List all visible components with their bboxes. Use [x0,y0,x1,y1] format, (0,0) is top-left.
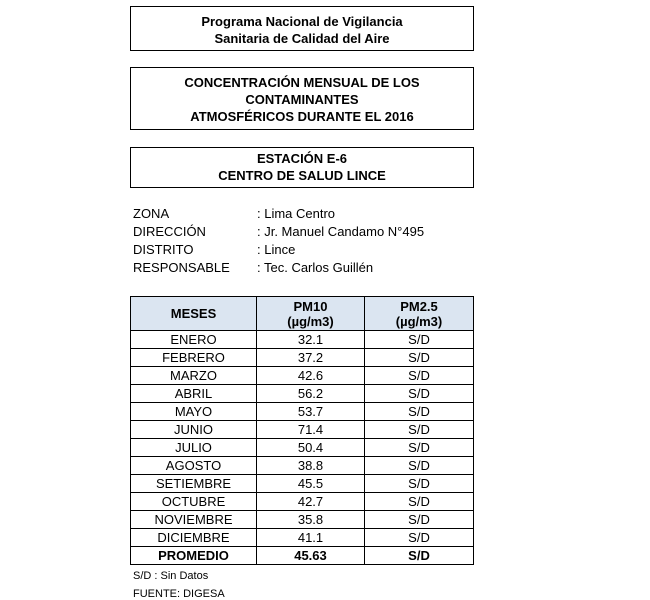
document-title-box [130,67,474,130]
pm25-cell: S/D [365,385,474,403]
pm10-cell: 71.4 [257,421,365,439]
pm25-cell: S/D [365,331,474,349]
pm25-cell: S/D [365,457,474,475]
document-title-line3: ATMOSFÉRICOS DURANTE EL 2016 [190,109,414,124]
footnote-sd: S/D : Sin Datos [133,570,209,582]
pm10-cell: 32.1 [257,331,365,349]
pm25-cell: S/D [365,475,474,493]
pm25-cell: S/D [365,511,474,529]
pm10-cell: 38.8 [257,457,365,475]
station-name: CENTRO DE SALUD LINCE [218,168,386,183]
average-row [131,547,474,565]
table-row [131,385,474,403]
program-header-box [130,6,474,51]
table-row [131,331,474,349]
monthly-concentration-table [130,296,474,565]
pm25-cell: S/D [365,403,474,421]
month-cell: NOVIEMBRE [131,511,257,529]
pm25-cell: S/D [365,529,474,547]
table-body [131,331,474,547]
table-row [131,367,474,385]
pm10-cell: 45.5 [257,475,365,493]
station-code: ESTACIÓN E-6 [256,151,348,166]
month-cell: ABRIL [131,385,257,403]
pm10-cell: 53.7 [257,403,365,421]
document-title-line1: CONCENTRACIÓN MENSUAL DE LOS [184,75,420,90]
pm10-unit: (µg/m3) [287,313,334,329]
pm10-cell: 56.2 [257,385,365,403]
pm25-cell: S/D [365,349,474,367]
document-title-line2: CONTAMINANTES [245,92,359,107]
pm10-cell: 37.2 [257,349,365,367]
pm25-cell: S/D [365,421,474,439]
month-cell: AGOSTO [131,457,257,475]
pm25-cell: S/D [365,367,474,385]
info-value: : Tec. Carlos Guillén [257,260,374,275]
month-cell: JULIO [131,439,257,457]
table-row [131,529,474,547]
average-pm25: S/D [365,547,474,565]
month-cell: MAYO [131,403,257,421]
table-row [131,511,474,529]
column-header-pm25 [365,297,474,331]
average-pm10: 45.63 [257,547,365,565]
month-cell: JUNIO [131,421,257,439]
month-cell: DICIEMBRE [131,529,257,547]
table-row [131,349,474,367]
column-header-meses: MESES [131,297,257,331]
table-row [131,421,474,439]
month-cell: OCTUBRE [131,493,257,511]
pm10-label: PM10 [293,298,328,314]
table-row [131,493,474,511]
pm25-cell: S/D [365,439,474,457]
program-title-line1: Programa Nacional de Vigilancia [201,14,403,29]
info-label: ZONA [133,206,170,221]
info-label: RESPONSABLE [133,260,230,275]
month-cell: ENERO [131,331,257,349]
pm25-label: PM2.5 [400,298,438,314]
table-header-row [131,297,474,331]
pm10-cell: 50.4 [257,439,365,457]
info-value: : Lince [257,242,296,257]
info-label: DIRECCIÓN [133,224,206,239]
month-cell: MARZO [131,367,257,385]
pm25-cell: S/D [365,493,474,511]
table-row [131,403,474,421]
month-cell: FEBRERO [131,349,257,367]
pm10-cell: 41.1 [257,529,365,547]
program-title-line2: Sanitaria de Calidad del Aire [214,31,390,46]
footnote-source: FUENTE: DIGESA [133,588,225,600]
pm10-cell: 35.8 [257,511,365,529]
pm25-unit: (µg/m3) [395,313,443,329]
pm10-cell: 42.7 [257,493,365,511]
info-label: DISTRITO [133,242,194,257]
month-cell: SETIEMBRE [131,475,257,493]
table-row [131,475,474,493]
average-label: PROMEDIO [131,547,257,565]
info-value: : Lima Centro [257,206,336,221]
station-box [130,147,474,188]
table-row [131,457,474,475]
table-row [131,439,474,457]
info-value: : Jr. Manuel Candamo N°495 [257,224,425,239]
column-header-pm10 [257,297,365,331]
pm10-cell: 42.6 [257,367,365,385]
